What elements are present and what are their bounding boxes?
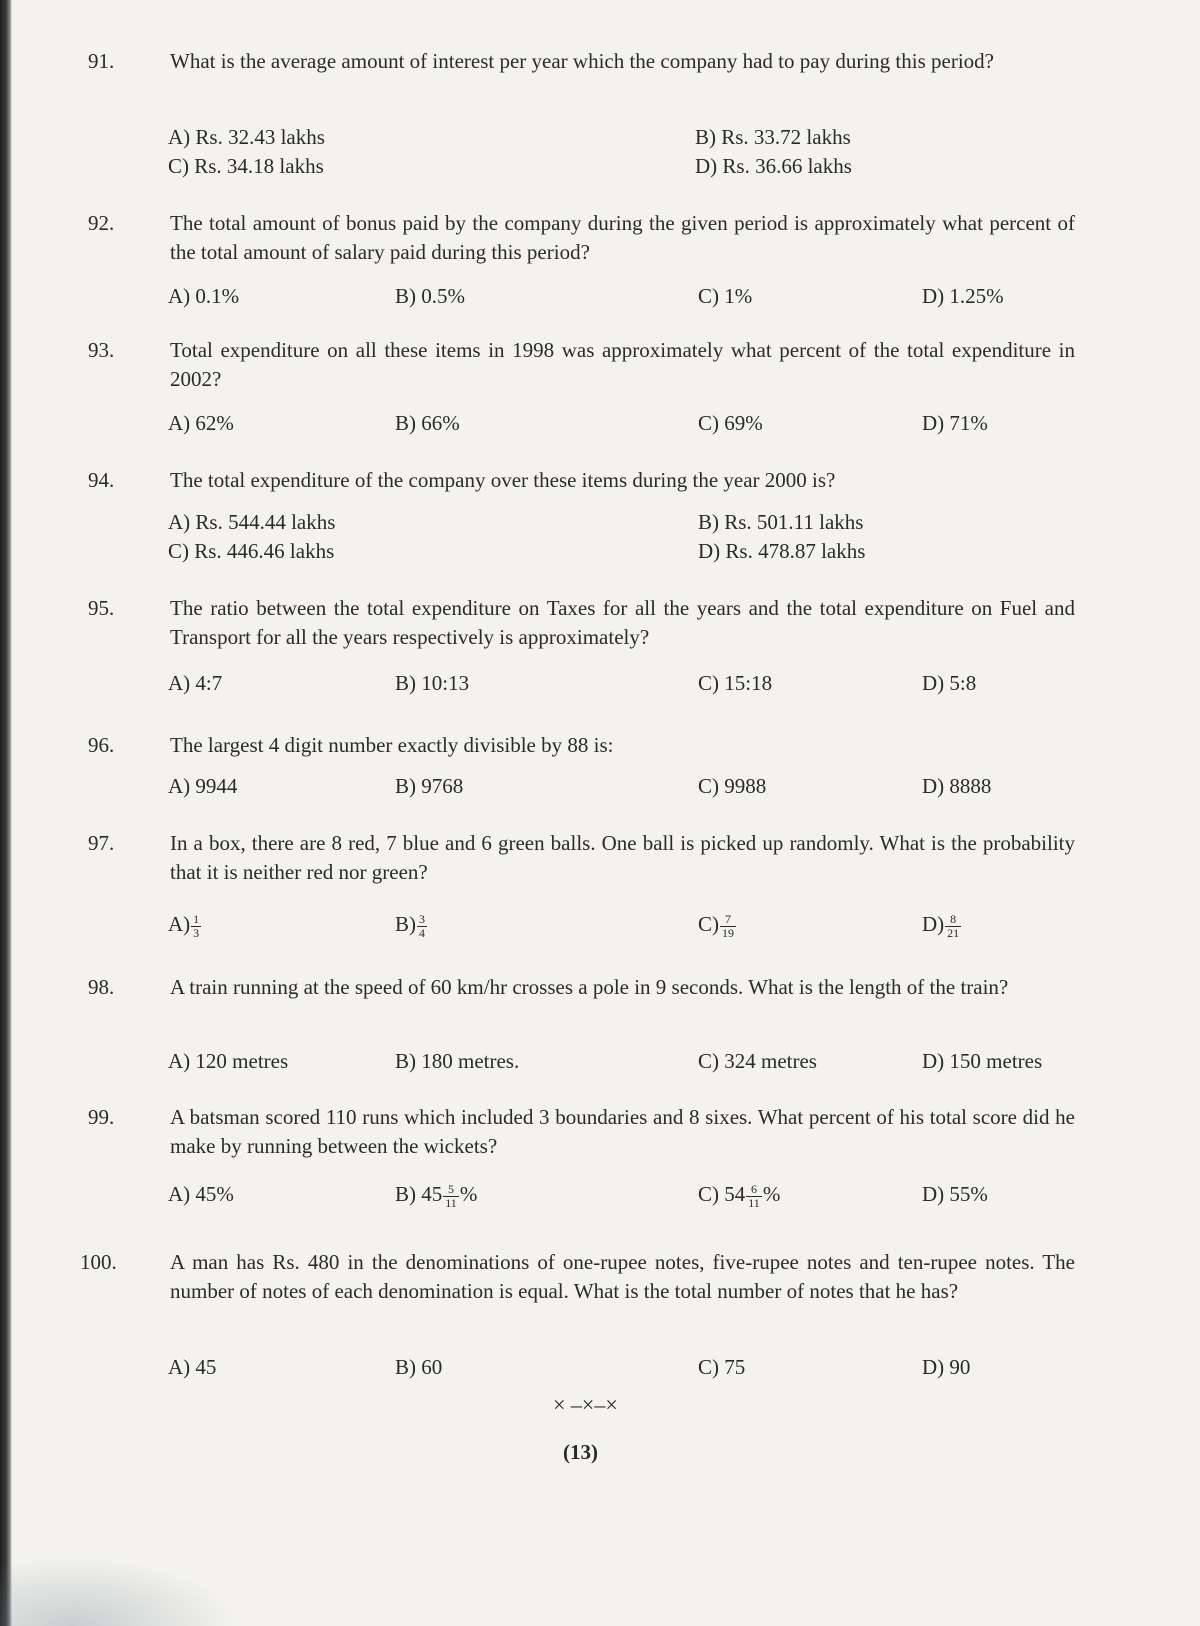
option-d: D) 8888: [922, 774, 992, 798]
fraction-numerator: 5: [448, 1181, 455, 1196]
option-c: C) 15:18: [698, 671, 773, 695]
option-b: B) 0.5%: [395, 284, 465, 308]
option-c: [698, 910, 737, 940]
option-a: [168, 910, 202, 940]
question-text: The ratio between the total expenditure on Taxes for all the years and the total expenditure on Fuel and Transport for all the years respectively is approximately?: [170, 596, 1075, 649]
option-a: A) 4:7: [168, 671, 223, 695]
question-number: 94.: [88, 468, 115, 492]
option-a: A) 62%: [168, 411, 234, 435]
option-c: C) Rs. 34.18 lakhs: [168, 154, 324, 178]
option-b: B) Rs. 33.72 lakhs: [695, 125, 851, 149]
option-d: D) 150 metres: [922, 1049, 1043, 1073]
option-prefix: B): [395, 912, 416, 936]
fraction-numerator: 7: [725, 911, 731, 926]
question-text: In a box, there are 8 red, 7 blue and 6 green balls. One ball is picked up randomly. What is the probability that it is neither red nor green?: [170, 831, 1075, 884]
question-text: The total amount of bonus paid by the company during the given period is approximately what percent of the total amount of salary paid during this period?: [170, 211, 1075, 264]
question-number: 93.: [88, 338, 115, 362]
question-text: A man has Rs. 480 in the denominations of one-rupee notes, five-rupee notes and ten-rupee notes. The number of notes of each denomination is equal. What is the total number of notes that he has?: [170, 1250, 1075, 1303]
question-number: 98.: [88, 975, 115, 999]
option-b: [395, 910, 428, 940]
question-number: 95.: [88, 596, 115, 620]
question-text: The largest 4 digit number exactly divisible by 88 is:: [170, 733, 614, 757]
question-text: A train running at the speed of 60 km/hr crosses a pole in 9 seconds. What is the length of the train?: [170, 975, 1009, 999]
question-number: 99.: [88, 1105, 115, 1129]
option-a: A) Rs. 32.43 lakhs: [168, 125, 325, 149]
fraction-denominator: 4: [419, 925, 425, 940]
option-c: C) 324 metres: [698, 1049, 817, 1073]
end-of-section-mark: × –×–×: [553, 1392, 618, 1417]
option-prefix: C) 54: [698, 1182, 746, 1206]
fraction-denominator: 21: [947, 925, 960, 940]
option-b: B) 10:13: [395, 671, 470, 695]
question-number: 92.: [88, 211, 115, 235]
fraction: [191, 913, 201, 940]
option-prefix: C): [698, 912, 719, 936]
option-c: C) 1%: [698, 284, 753, 308]
option-c: C) Rs. 446.46 lakhs: [168, 539, 335, 563]
fraction: [945, 913, 961, 940]
question-text: The total expenditure of the company over these items during the year 2000 is?: [170, 468, 836, 492]
option-b: B) Rs. 501.11 lakhs: [698, 510, 864, 534]
option-d: D) 55%: [922, 1182, 988, 1206]
question-number: 100.: [80, 1250, 117, 1274]
question-text: What is the average amount of interest per year which the company had to pay during this period?: [170, 49, 994, 73]
option-c: C) 75: [698, 1355, 746, 1379]
option-b: B) 9768: [395, 774, 464, 798]
option-d: D) 5:8: [922, 671, 977, 695]
fraction: [746, 1183, 762, 1210]
option-a: A) 0.1%: [168, 284, 240, 308]
fraction-denominator: 11: [445, 1195, 457, 1210]
fraction-denominator: 19: [722, 925, 734, 940]
option-b: B) 180 metres.: [395, 1049, 520, 1073]
option-c: [698, 1180, 780, 1210]
scan-binding-edge: [0, 0, 12, 1626]
question-number: 97.: [88, 831, 115, 855]
option-d: [922, 910, 962, 940]
option-d: D) Rs. 36.66 lakhs: [695, 154, 852, 178]
option-d: D) 1.25%: [922, 284, 1004, 308]
question-text: Total expenditure on all these items in 1998 was approximately what percent of the total expenditure in 2002?: [170, 338, 1075, 391]
fraction-numerator: 6: [751, 1181, 758, 1196]
fraction-numerator: 1: [193, 911, 200, 926]
option-d: D) 71%: [922, 411, 988, 435]
option-c: C) 9988: [698, 774, 767, 798]
scan-shadow: [0, 1556, 240, 1626]
option-a: A) 45%: [168, 1182, 234, 1206]
option-prefix: A): [168, 912, 191, 936]
fraction: [443, 1183, 459, 1210]
option-c: C) 69%: [698, 411, 763, 435]
option-suffix: %: [762, 1182, 781, 1206]
question-text: A batsman scored 110 runs which included 3 boundaries and 8 sixes. What percent of his total score did he make by running between the wickets?: [170, 1105, 1075, 1158]
fraction: [417, 913, 427, 940]
option-b: [395, 1180, 477, 1210]
question-number: 91.: [88, 49, 115, 73]
page-number: (13): [563, 1440, 598, 1464]
fraction-denominator: 3: [193, 925, 200, 940]
option-d: D) 90: [922, 1355, 971, 1379]
option-prefix: B) 45: [395, 1182, 443, 1206]
option-prefix: D): [922, 912, 945, 936]
option-b: B) 60: [395, 1355, 443, 1379]
option-suffix: %: [459, 1182, 478, 1206]
option-d: D) Rs. 478.87 lakhs: [698, 539, 866, 563]
option-a: A) 9944: [168, 774, 238, 798]
option-a: A) Rs. 544.44 lakhs: [168, 510, 336, 534]
option-a: A) 45: [168, 1355, 217, 1379]
fraction-numerator: 8: [950, 911, 957, 926]
option-a: A) 120 metres: [168, 1049, 289, 1073]
question-number: 96.: [88, 733, 115, 757]
fraction-denominator: 11: [748, 1195, 760, 1210]
option-b: B) 66%: [395, 411, 460, 435]
fraction-numerator: 3: [419, 911, 425, 926]
fraction: [720, 913, 736, 940]
